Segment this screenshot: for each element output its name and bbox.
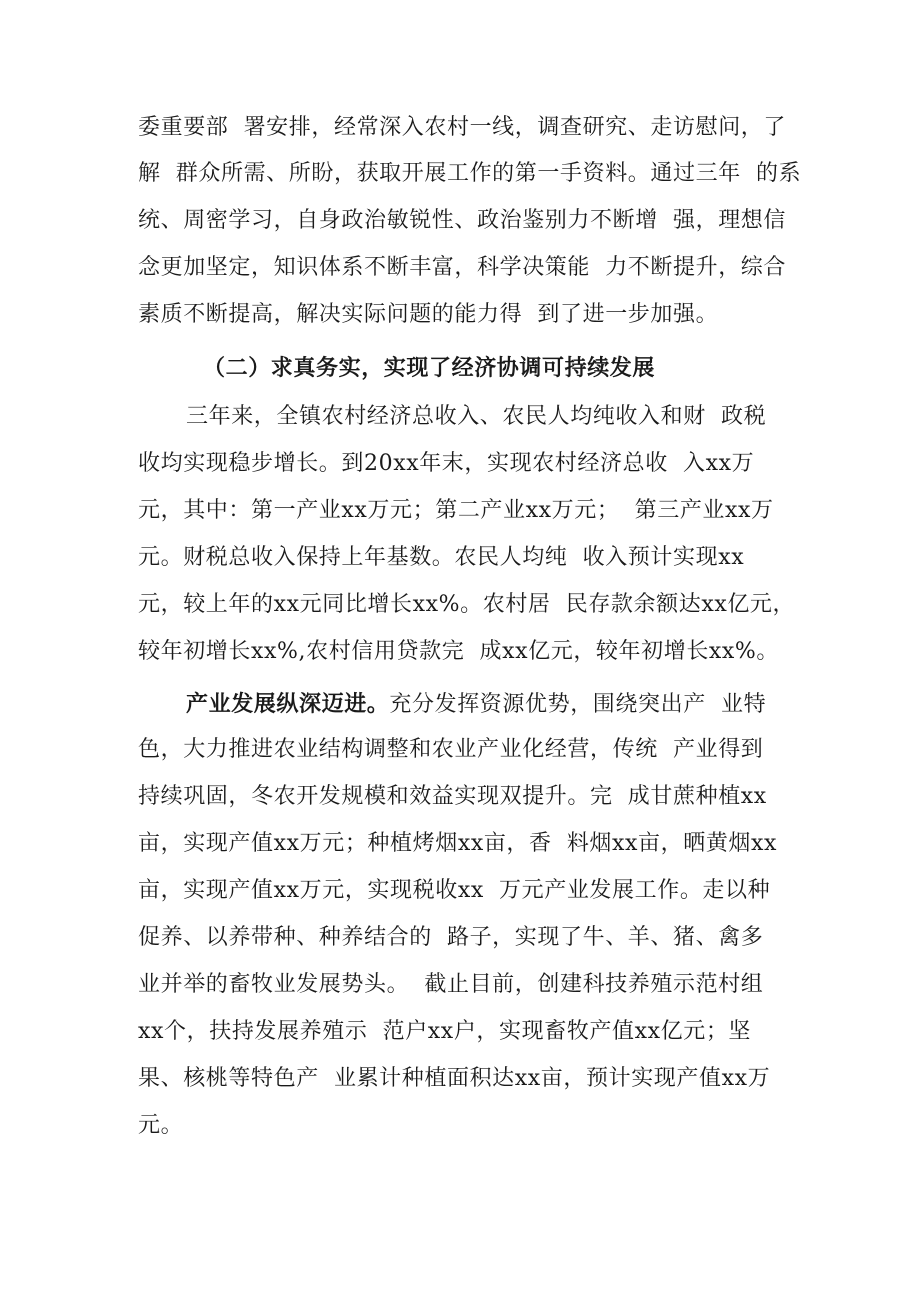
text-line: 元，其中：第一产业xx万元；第二产业xx万元； 第三产业xx万 bbox=[138, 498, 774, 523]
text-line: xx个，扶持发展养殖示 范户xx户，实现畜牧产值xx亿元；坚 bbox=[138, 1019, 752, 1044]
paragraph-lead-phrase: 产业发展纵深迈进。 bbox=[186, 691, 390, 717]
text-line: 素质不断提高，解决实际问题的能力得 到了进一步加强。 bbox=[138, 302, 719, 327]
text-line: 亩，实现产值xx万元；种植烤烟xx亩，香 料烟xx亩，晒黄烟xx bbox=[138, 831, 778, 856]
text-line: 收均实现稳步增长。到20xx年末，实现农村经济总收 入xx万 bbox=[138, 451, 755, 476]
text-line: 元，较上年的xx元同比增长xx%。农村居 民存款余额达xx亿元， bbox=[138, 592, 796, 617]
text-line: 促养、以养带种、种养结合的 路子，实现了牛、羊、猪、禽多 bbox=[138, 925, 764, 950]
section-heading: （二）求真务实，实现了经济协调可持续发展 bbox=[203, 355, 656, 381]
text-line: 色，大力推进农业结构调整和农业产业化经营，传统 产业得到 bbox=[138, 737, 764, 762]
text-line: 较年初增长xx%,农村信用贷款完 成xx亿元，较年初增长xx%。 bbox=[138, 639, 780, 664]
text-line: 业并举的畜牧业发展势头。 截止目前，创建科技养殖示范村组 bbox=[138, 972, 764, 997]
text-line: 委重要部 署安排，经常深入农村一线，调查研究、走访慰问，了 bbox=[138, 115, 786, 140]
text-line: 持续巩固，冬农开发规模和效益实现双提升。完 成甘蔗种植xx bbox=[138, 784, 767, 809]
text-line: 三年来，全镇农村经济总收入、农民人均纯收入和财 政税 bbox=[186, 404, 767, 429]
text-line: 统、周密学习，自身政治敏锐性、政治鉴别力不断增 强，理想信 bbox=[138, 208, 786, 233]
text-line: 元。 bbox=[138, 1113, 184, 1138]
paragraph-first-line-rest: 充分发挥资源优势，围绕突出产 业特 bbox=[389, 692, 767, 717]
text-line: 元。财税总收入保持上年基数。农民人均纯 收入预计实现xx bbox=[138, 545, 745, 570]
text-line: 亩，实现产值xx万元，实现税收xx 万元产业发展工作。走以种 bbox=[138, 878, 771, 903]
text-line: 解 群众所需、所盼，获取开展工作的第一手资料。通过三年 的系 bbox=[138, 161, 802, 186]
paragraph-first-line bbox=[186, 689, 766, 720]
text-line: 果、核桃等特色产 业累计种植面积达xx亩，预计实现产值xx万 bbox=[138, 1066, 771, 1091]
text-line: 念更加坚定，知识体系不断丰富，科学决策能 力不断提升，综合 bbox=[138, 255, 786, 280]
